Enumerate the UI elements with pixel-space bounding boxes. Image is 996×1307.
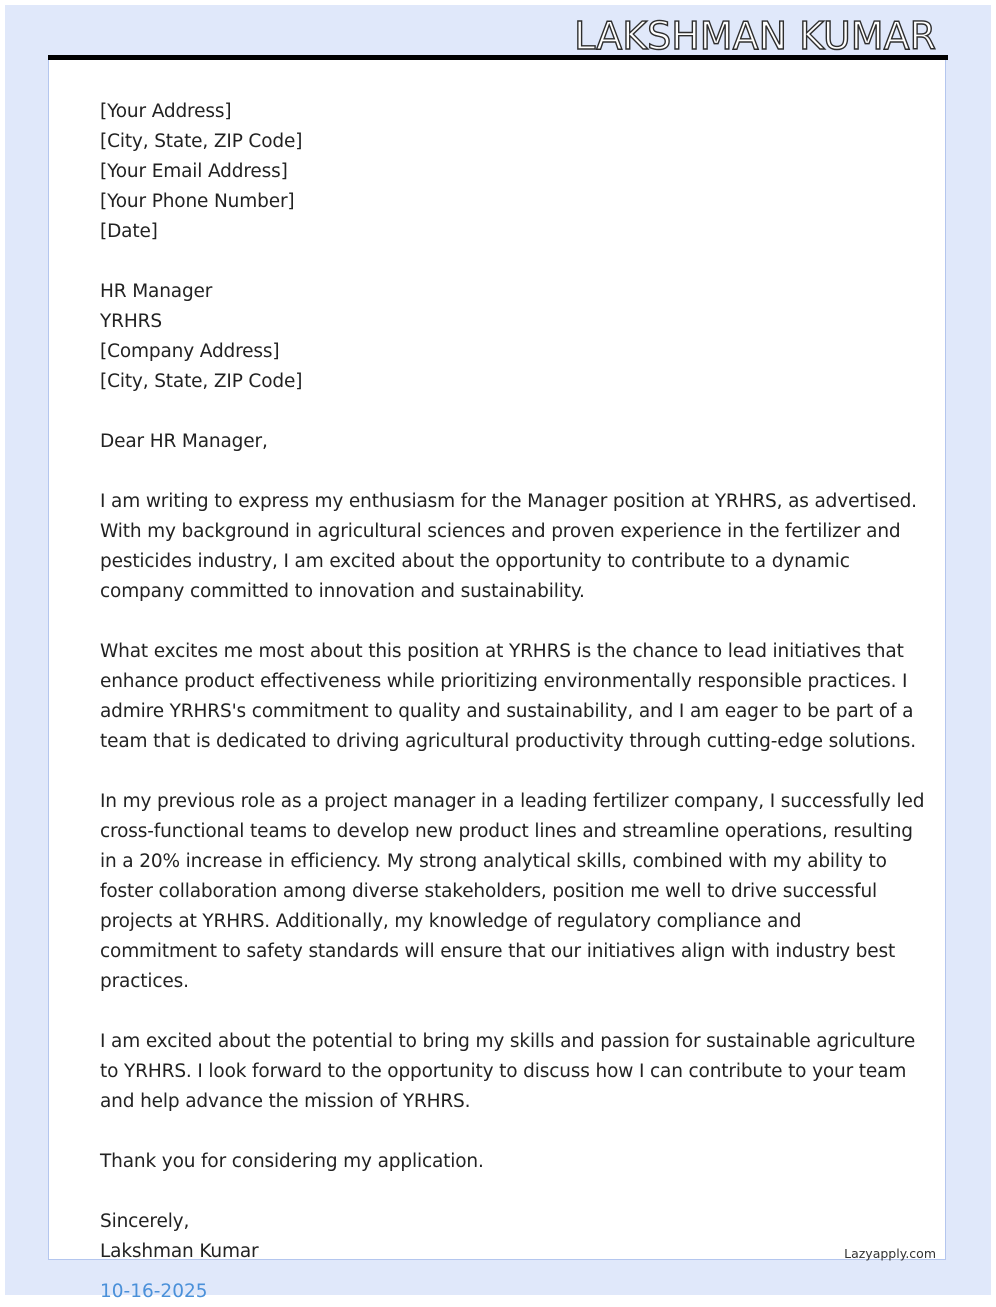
signature-name: Lakshman Kumar (100, 1241, 259, 1262)
body-paragraph-2 (100, 637, 916, 757)
spacer (100, 607, 900, 637)
paragraph-line: practices. (100, 971, 189, 992)
paragraph-line: admire YRHRS's commitment to quality and sustainability, and I am eager to be part of a (100, 701, 914, 722)
body-paragraph-5 (100, 1147, 900, 1177)
paragraph-line: and help advance the mission of YRHRS. (100, 1091, 471, 1112)
spacer (100, 1117, 900, 1147)
salutation: Dear HR Manager, (100, 431, 268, 452)
paragraph-line: Thank you for considering my application. (100, 1151, 484, 1172)
spacer (100, 397, 900, 427)
body-paragraph-3 (100, 787, 925, 997)
recipient-city-state-zip: [City, State, ZIP Code] (100, 371, 303, 392)
sender-email: [Your Email Address] (100, 161, 288, 182)
paragraph-line: pesticides industry, I am excited about the opportunity to contribute to a dynamic (100, 551, 850, 572)
watermark-text: Lazyapply.com (844, 1246, 936, 1261)
body-paragraph-1 (100, 487, 917, 607)
spacer (100, 1177, 900, 1207)
paragraph-line: With my background in agricultural sciences and proven experience in the fertilizer and (100, 521, 901, 542)
paragraph-line: enhance product effectiveness while prioritizing environmentally responsible practices. I (100, 671, 908, 692)
recipient-company: YRHRS (100, 311, 162, 332)
sender-date: [Date] (100, 221, 158, 242)
paragraph-line: company committed to innovation and sustainability. (100, 581, 585, 602)
sender-phone: [Your Phone Number] (100, 191, 295, 212)
paragraph-line: In my previous role as a project manager in a leading fertilizer company, I successfully led (100, 791, 925, 812)
paragraph-line: team that is dedicated to driving agricultural productivity through cutting-edge solutions. (100, 731, 916, 752)
paragraph-line: in a 20% increase in efficiency. My strong analytical skills, combined with my ability to (100, 851, 887, 872)
closing-block (100, 1207, 900, 1267)
footer-date: 10-16-2025 (100, 1281, 208, 1302)
applicant-name: LAKSHMAN KUMAR (574, 14, 936, 58)
letter-body (100, 97, 925, 1267)
paragraph-line: projects at YRHRS. Additionally, my knowledge of regulatory compliance and (100, 911, 802, 932)
sender-city-state-zip: [City, State, ZIP Code] (100, 131, 303, 152)
paragraph-line: I am writing to express my enthusiasm for the Manager position at YRHRS, as advertised. (100, 491, 917, 512)
recipient-address: [Company Address] (100, 341, 280, 362)
paragraph-line: foster collaboration among diverse stakeholders, position me well to drive successful (100, 881, 878, 902)
body-paragraph-4 (100, 1027, 916, 1117)
paragraph-line: to YRHRS. I look forward to the opportunity to discuss how I can contribute to your team (100, 1061, 907, 1082)
spacer (100, 247, 900, 277)
sender-address: [Your Address] (100, 101, 232, 122)
sign-off: Sincerely, (100, 1211, 190, 1232)
paragraph-line: cross-functional teams to develop new product lines and streamline operations, resulting (100, 821, 913, 842)
spacer (100, 997, 900, 1027)
spacer (100, 757, 900, 787)
recipient-block (100, 277, 900, 397)
paragraph-line: commitment to safety standards will ensure that our initiatives align with industry best (100, 941, 896, 962)
sender-block (100, 97, 900, 247)
paragraph-line: What excites me most about this position at YRHRS is the chance to lead initiatives that (100, 641, 904, 662)
paragraph-line: I am excited about the potential to bring my skills and passion for sustainable agriculture (100, 1031, 916, 1052)
spacer (100, 457, 900, 487)
recipient-title: HR Manager (100, 281, 213, 302)
